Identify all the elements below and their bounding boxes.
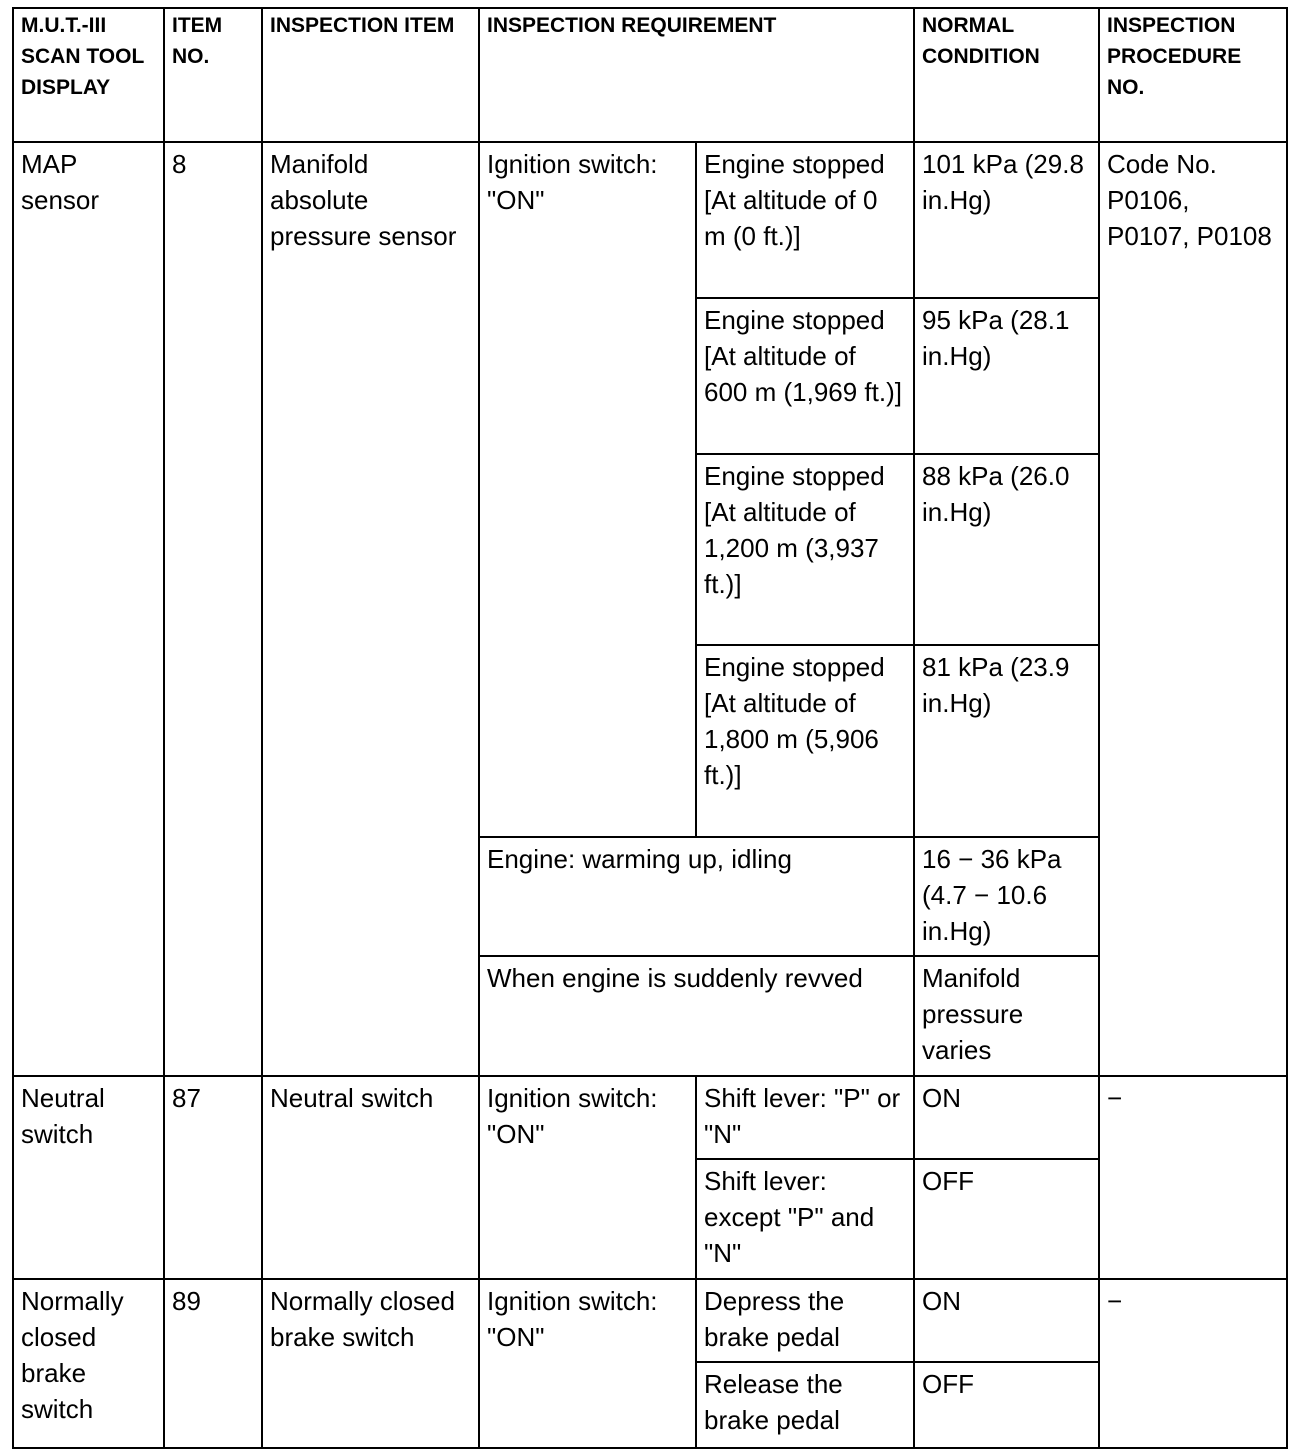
map-revved-normal: Manifold pressure varies (914, 956, 1099, 1076)
brake-normal-0: ON (914, 1279, 1099, 1362)
neutral-condition-1: Shift lever: except "P" and "N" (696, 1159, 914, 1279)
map-idle-requirement: Engine: warming up, idling (479, 837, 914, 956)
neutral-normal-0: ON (914, 1076, 1099, 1159)
neutral-display: Neutral switch (13, 1076, 164, 1279)
map-idle-normal: 16 − 36 kPa (4.7 − 10.6 in.Hg) (914, 837, 1099, 956)
brake-normal-1: OFF (914, 1362, 1099, 1448)
inspection-table (12, 7, 1288, 1449)
header-normal: NORMAL CONDITION (914, 8, 1099, 142)
map-normal-1: 95 kPa (28.1 in.Hg) (914, 298, 1099, 454)
table-row (13, 1076, 1287, 1159)
brake-item: Normally closed brake switch (262, 1279, 479, 1448)
neutral-condition-0: Shift lever: "P" or "N" (696, 1076, 914, 1159)
brake-ignition: Ignition switch: "ON" (479, 1279, 696, 1448)
neutral-item-no: 87 (164, 1076, 262, 1279)
neutral-normal-1: OFF (914, 1159, 1099, 1279)
header-item: INSPECTION ITEM (262, 8, 479, 142)
neutral-item: Neutral switch (262, 1076, 479, 1279)
brake-display: Normally closed brake switch (13, 1279, 164, 1448)
map-condition-2: Engine stopped [At altitude of 1,200 m (3,937 ft.)] (696, 454, 914, 645)
header-requirement: INSPECTION REQUIREMENT (479, 8, 914, 142)
header-item-no: ITEM NO. (164, 8, 262, 142)
map-normal-0: 101 kPa (29.8 in.Hg) (914, 142, 1099, 298)
table-row (13, 1279, 1287, 1362)
map-revved-requirement: When engine is suddenly revved (479, 956, 914, 1076)
map-condition-3: Engine stopped [At altitude of 1,800 m (5,906 ft.)] (696, 645, 914, 837)
neutral-ignition: Ignition switch: "ON" (479, 1076, 696, 1279)
header-display: M.U.T.-III SCAN TOOL DISPLAY (13, 8, 164, 142)
map-condition-1: Engine stopped [At altitude of 600 m (1,969 ft.)] (696, 298, 914, 454)
map-item: Manifold absolute pressure sensor (262, 142, 479, 1076)
brake-condition-0: Depress the brake pedal (696, 1279, 914, 1362)
neutral-procedure: − (1099, 1076, 1287, 1279)
header-procedure: INSPECTION PROCEDURE NO. (1099, 8, 1287, 142)
map-item-no: 8 (164, 142, 262, 1076)
table-row (13, 142, 1287, 298)
map-ignition: Ignition switch: "ON" (479, 142, 696, 837)
brake-procedure: − (1099, 1279, 1287, 1448)
header-row (13, 8, 1287, 142)
map-procedure: Code No. P0106, P0107, P0108 (1099, 142, 1287, 1076)
map-display: MAP sensor (13, 142, 164, 1076)
brake-condition-1: Release the brake pedal (696, 1362, 914, 1448)
map-condition-0: Engine stopped [At altitude of 0 m (0 ft.)] (696, 142, 914, 298)
brake-item-no: 89 (164, 1279, 262, 1448)
map-normal-2: 88 kPa (26.0 in.Hg) (914, 454, 1099, 645)
map-normal-3: 81 kPa (23.9 in.Hg) (914, 645, 1099, 837)
